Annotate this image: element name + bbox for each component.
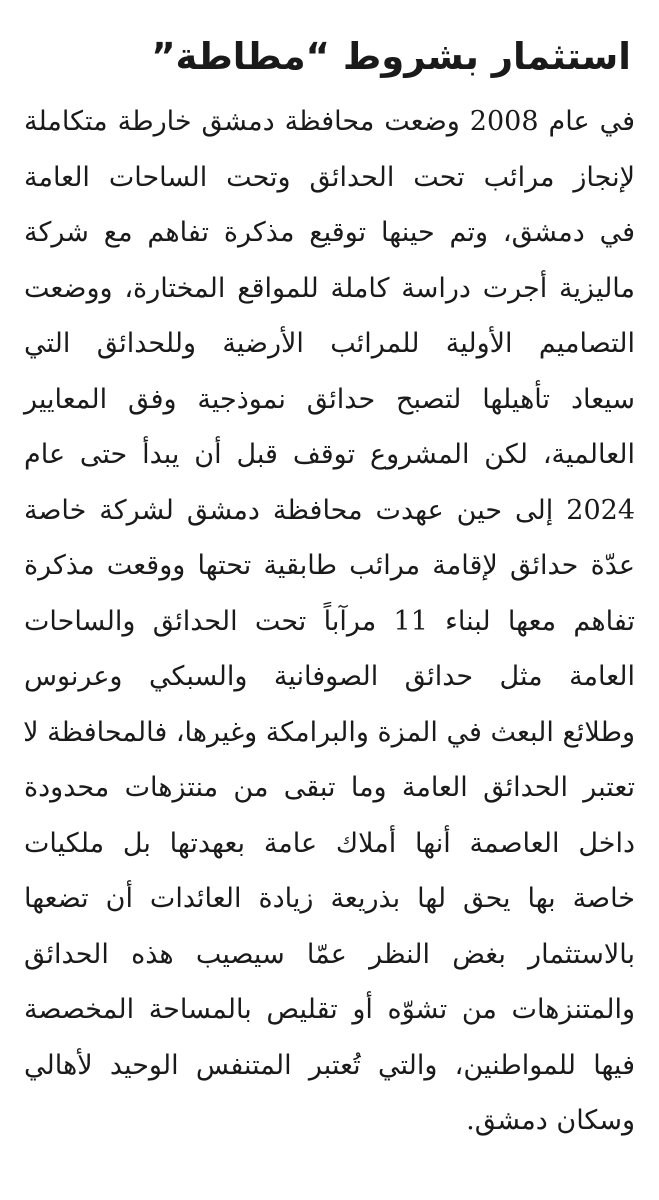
body-line: التصاميم الأولية للمرائب الأرضية وللحدائق التي	[24, 328, 635, 359]
body-line: سيعاد تأهيلها لتصبح حدائق نموذجية وفق المعايير	[24, 383, 635, 415]
body-line: بالاستثمار بغض النظر عمّا سيصيب هذه الحدائق	[24, 938, 635, 970]
body-line: تفاهم معها لبناء 11 مرآباً تحت الحدائق والساحات	[24, 605, 635, 637]
body-line: عدّة حدائق لإقامة مرائب طابقية تحتها ووقعت مذكرة	[24, 550, 635, 581]
body-line: في دمشق، وتم حينها توقيع مذكرة تفاهم مع شركة	[24, 217, 635, 248]
body-line: فيها للمواطنين، والتي تُعتبر المتنفس الوحيد لأهالي	[24, 1049, 635, 1081]
body-line: داخل العاصمة أنها أملاك عامة بعهدتها بل ملكيات	[24, 827, 635, 859]
body-line: والمتنزهات من تشوّه أو تقليص بالمساحة المخصصة	[24, 994, 635, 1025]
body-line-last: وسكان دمشق.	[466, 1105, 635, 1136]
body-line: 2024 إلى حين عهدت محافظة دمشق لشركة خاصة	[24, 494, 635, 526]
article-title: استثمار بشروط “مطاطة”	[151, 35, 631, 78]
body-line: تعتبر الحدائق العامة وما تبقى من منتزهات محدودة	[24, 772, 635, 803]
body-line: وطلائع البعث في المزة والبرامكة وغيرها، فالمحافظة لا	[23, 716, 635, 748]
body-line: لإنجاز مرائب تحت الحدائق وتحت الساحات العامة	[24, 161, 635, 193]
body-line: في عام 2008 وضعت محافظة دمشق خارطة متكاملة	[24, 106, 635, 137]
body-line: العالمية، لكن المشروع توقف قبل أن يبدأ حتى عام	[24, 439, 635, 470]
body-line: ماليزية أجرت دراسة كاملة للمواقع المختارة، ووضعت	[24, 272, 635, 304]
body-line: خاصة بها يحق لها بذريعة زيادة العائدات أن تضعها	[24, 883, 635, 914]
article-body	[24, 94, 635, 1149]
body-line: العامة مثل حدائق الصوفانية والسبكي وعرنوس	[24, 661, 635, 692]
